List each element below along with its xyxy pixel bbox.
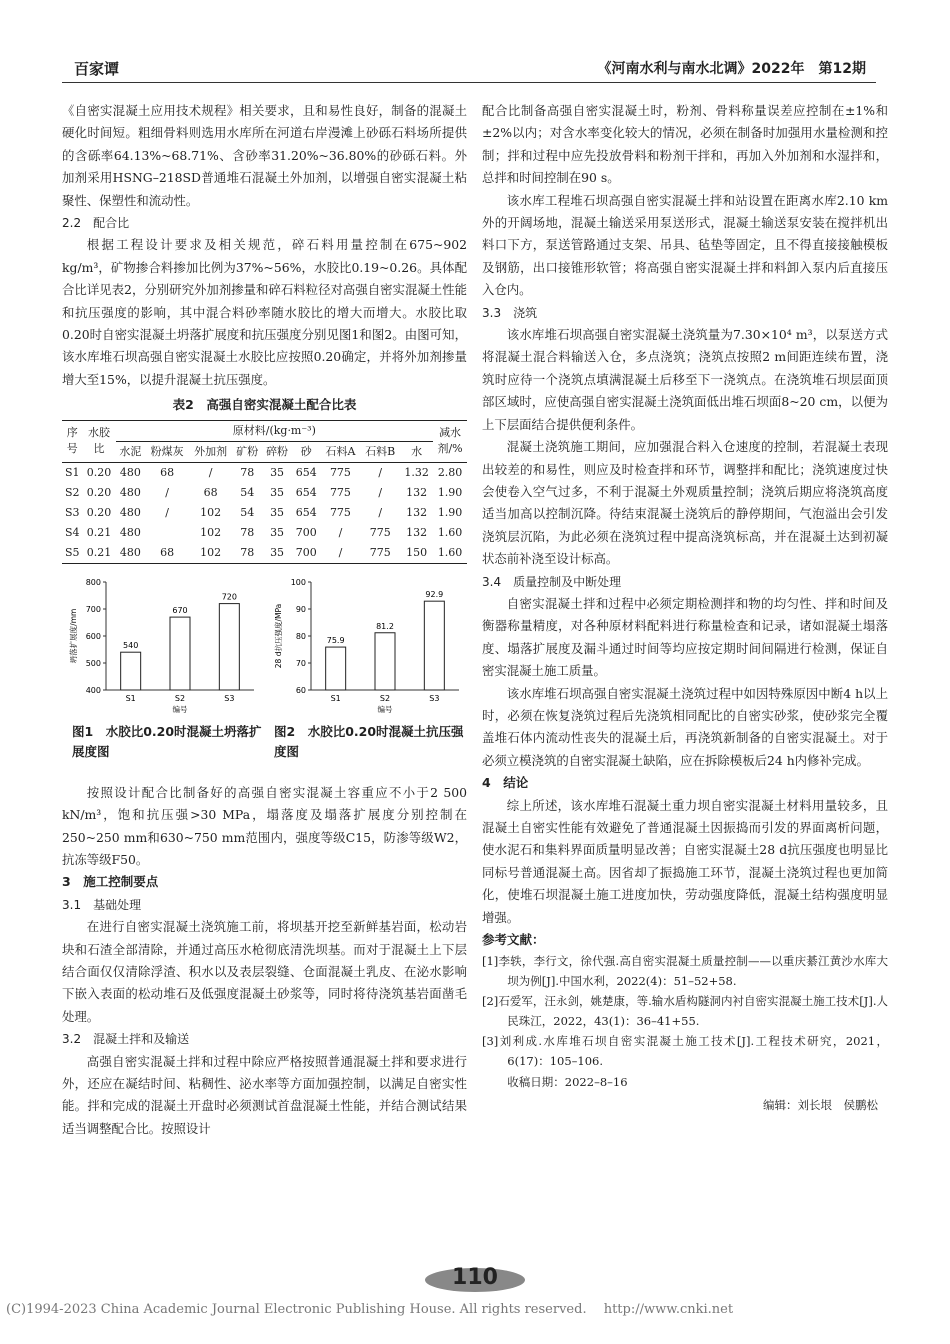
table-cell: 654: [295, 505, 317, 519]
reference-item: [1]李轶，李行文，徐代强.高自密实混凝土质量控制——以重庆綦江黄沙水库大坝为例[J].中国水利，2022(4)：51–52+58.: [482, 954, 888, 989]
x-tick-label: S3: [224, 693, 235, 703]
table-cell: /: [165, 505, 169, 519]
reference-item: [3]刘利成.水库堆石坝自密实混凝土施工技术[J].工程技术研究，2021，6(17)：105–106.: [482, 1034, 888, 1069]
table-cell: 35: [270, 545, 285, 559]
table-cell: S2: [65, 485, 80, 499]
page-number-badge: [425, 1260, 525, 1298]
journal-header: 《河南水利与南水北调》2022年 第12期: [597, 61, 866, 77]
right-column: [482, 100, 888, 1117]
table-cell: [145, 523, 189, 543]
received-date: 收稿日期：2022–8–16: [507, 1075, 628, 1090]
bar-chart-strength: [267, 572, 467, 722]
data-label: 670: [172, 605, 188, 615]
table-cell: 68: [203, 485, 218, 499]
table-cell: 132: [406, 525, 428, 539]
figure-caption: 图1 水胶比0.20时混凝土坍落扩展度图: [72, 723, 262, 759]
data-label: 540: [123, 640, 139, 650]
table-row: [62, 543, 467, 564]
table-cell: /: [338, 525, 343, 539]
table-cell: 132: [406, 505, 428, 519]
table-cell: 132: [406, 485, 428, 499]
references-title: 参考文献：: [482, 932, 545, 948]
table-cell: 480: [119, 505, 141, 519]
table-cell: 0.20: [86, 465, 112, 479]
x-axis-label: 编号: [377, 704, 393, 714]
table-row: [62, 483, 467, 503]
mix-table: [62, 420, 467, 564]
y-tick-label: 80: [295, 631, 306, 641]
table-cell: 775: [369, 525, 391, 539]
editor-line: 编辑：刘长垠 侯鹏松: [763, 1098, 878, 1113]
table-cell: /: [338, 545, 343, 559]
table-cell: 700: [295, 545, 317, 559]
section-heading: 3.1 基础处理: [62, 897, 142, 912]
data-label: 75.9: [326, 635, 345, 645]
bar-s3: [424, 601, 444, 690]
paragraph: 自密实混凝土拌和过程中必须定期检测拌和物的均匀性、拌和时间及衡器称量精度，对各种原材料配料进行称量检查和记录，诸如混凝土塌落度、塌落扩展度及漏斗通过时间等均应按定期时间间隔进行检测，保证自密实混凝土施工质量。: [482, 595, 888, 679]
table-cell: 0.21: [86, 545, 112, 559]
section-heading: 3.3 浇筑: [482, 305, 538, 320]
col-header: 水: [411, 444, 423, 458]
bar-s3: [219, 603, 239, 689]
paragraph: 该水库工程堆石坝高强自密实混凝土拌和站设置在距离水库2.10 km外的开阔场地，混凝土输送采用泵送形式，混凝土输送泵安装在搅拌机出料口下方，泵送管路通过支架、吊具、毡垫等固定，且不得直接接触模板及钢筋，出口接锥形软管；将高强自密实混凝土拌和料卸入泵内后直接压入仓内。: [482, 192, 888, 298]
table-cell: 68: [160, 545, 175, 559]
table-row: [62, 523, 467, 543]
table-cell: 102: [200, 525, 222, 539]
col-header: 序 号: [62, 420, 83, 462]
col-header: 粉煤灰: [150, 444, 184, 458]
y-tick-label: 600: [85, 631, 101, 641]
x-axis-label: 编号: [172, 704, 188, 714]
table-cell: /: [378, 465, 383, 479]
table-cell: 480: [119, 485, 141, 499]
paragraph: 配合比制备高强自密实混凝土时，粉剂、骨料称量误差应控制在±1%和±2%以内；对含水率变化较大的情况，必须在制备时加强用水量检测和控制；拌和过程中应先投放骨料和粉剂干拌和，再加入外加剂和水湿拌和，总拌和时间控制在90 s。: [482, 103, 888, 186]
paragraph: 混凝土浇筑施工期间，应加强混合料入仓速度的控制，若混凝土表现出较差的和易性，则应及时检查拌和环节，调整拌和配比；浇筑速度过快会使卷入空气过多，不利于混凝土外观质量控制；浇筑后期应将浇筑高度适当加高以控制沉降。待结束混凝土浇筑后的静停期间，气泡溢出会引发浇筑层沉陷，为此必须在浇筑过程中提高浇筑标高，并在混凝土达到初凝状态前补浇至设计标高。: [482, 439, 888, 567]
table-cell: 0.21: [86, 525, 112, 539]
y-tick-label: 500: [85, 658, 101, 668]
y-axis-label: 坍落扩展度/mm: [69, 608, 78, 664]
table-cell: S3: [65, 505, 80, 519]
bar-chart-slump: [62, 572, 262, 722]
table-cell: 35: [270, 505, 285, 519]
table-cell: 78: [240, 545, 255, 559]
table-cell: 150: [406, 545, 428, 559]
figure-area: [62, 572, 467, 782]
table-cell: 102: [200, 505, 222, 519]
x-tick-label: S1: [330, 693, 341, 703]
table-cell: 654: [295, 465, 317, 479]
table-cell: 0.20: [86, 485, 112, 499]
table-cell: 1.90: [437, 505, 463, 519]
header-rule: [62, 82, 876, 83]
paragraph: 综上所述，该水库堆石混凝土重力坝自密实混凝土材料用量较多，且混凝土自密实性能有效避免了普通混凝土因振捣而引发的界面离析问题，使水泥石和集料界面质量明显改善；自密实混凝土28 d抗压强度也明显比同标号普通混凝土高。因省却了振捣施工环节，混凝土浇筑过程也更加简化，使堆石坝混凝土施工进度加快，劳动强度降低，混凝土结构强度明显增强。: [482, 797, 888, 925]
page-number: 110: [452, 1265, 498, 1290]
table-cell: 1.60: [437, 525, 463, 539]
col-header: 碎粉: [266, 444, 289, 458]
table-cell: 78: [240, 465, 255, 479]
table-cell: S1: [65, 465, 80, 479]
table-cell: 1.60: [437, 545, 463, 559]
paragraph: 该水库堆石坝高强自密实混凝土浇筑过程中如因特殊原因中断4 h以上时，必须在恢复浇筑过程后先浇筑相同配比的自密实砂浆，使砂浆完全覆盖堆石体内流动性丧失的混凝土后，再浇筑新制备的自密实混凝土。对于必须立模浇筑的自密实混凝土缺陷，应在拆除模板后24 h内修补完成。: [482, 685, 888, 768]
table-title: 表2 高强自密实混凝土配合比表: [172, 397, 357, 413]
table-cell: /: [378, 485, 383, 499]
table-cell: 68: [160, 465, 175, 479]
paragraph: 高强自密实混凝土拌和过程中除应严格按照普通混凝土拌和要求进行外，还应在凝结时间、粘稠性、泌水率等方面加强控制，以满足自密实性能。拌和完成的混凝土开盘时必须测试首盘混凝土性能，并结合测试结果适当调整配合比。按照设计: [62, 1053, 467, 1136]
table-cell: S4: [65, 525, 80, 539]
col-header: 水泥: [119, 444, 142, 458]
table-cell: 102: [200, 545, 222, 559]
col-header: 石料B: [365, 444, 396, 458]
col-header: 外加剂: [194, 444, 228, 458]
table-cell: 2.80: [437, 465, 463, 479]
table-cell: /: [165, 485, 169, 499]
x-tick-label: S3: [429, 693, 440, 703]
y-tick-label: 400: [85, 685, 101, 695]
data-label: 81.2: [376, 621, 394, 631]
table-cell: 480: [119, 465, 141, 479]
table-cell: 35: [270, 465, 285, 479]
table-cell: 35: [270, 525, 285, 539]
section-heading: 3 施工控制要点: [62, 874, 159, 890]
table-cell: 775: [369, 545, 391, 559]
col-header: 减水 剂/%: [433, 420, 467, 462]
col-header: 石料A: [325, 444, 356, 458]
x-tick-label: S2: [174, 693, 186, 703]
col-header: 矿粉: [236, 444, 259, 458]
section-label: 百家谭: [74, 60, 120, 78]
table-cell: 480: [119, 545, 141, 559]
table-cell: 78: [240, 525, 255, 539]
table-cell: 54: [240, 485, 255, 499]
bar-s2: [375, 632, 395, 689]
table-cell: 1.90: [437, 485, 463, 499]
y-tick-label: 70: [295, 658, 306, 668]
table-cell: S5: [65, 545, 80, 559]
col-header: 砂: [300, 444, 312, 458]
left-column: [62, 100, 467, 1140]
section-heading: 3.4 质量控制及中断处理: [482, 574, 622, 589]
table-row: [62, 462, 467, 483]
section-heading: 2.2 配合比: [62, 216, 130, 231]
table-cell: 0.20: [86, 505, 112, 519]
table-cell: /: [378, 505, 383, 519]
y-tick-label: 800: [85, 577, 101, 587]
figure-caption: 图2 水胶比0.20时混凝土抗压强度图: [274, 723, 464, 759]
reference-list: [482, 951, 888, 1071]
y-tick-label: 100: [290, 577, 306, 587]
table-cell: 775: [329, 505, 351, 519]
table-cell: 700: [295, 525, 317, 539]
paragraph: 在进行自密实混凝土浇筑施工前，将坝基开挖至新鲜基岩面，松动岩块和石渣全部清除，并通过高压水枪彻底清洗坝基。而对于混凝土上下层结合面仅仅清除浮渣、积水以及表层裂缝、仓面混凝土乳皮、在泌水影响下嵌入表面的松动堆石及低强度混凝土砂浆等，同时将待浇筑基岩面凿毛处理。: [62, 919, 467, 1024]
y-tick-label: 60: [295, 685, 306, 695]
data-label: 92.9: [425, 589, 444, 599]
table-cell: 1.32: [404, 465, 429, 479]
table-cell: 775: [329, 485, 351, 499]
table-cell: /: [208, 465, 213, 479]
y-tick-label: 90: [295, 604, 306, 614]
bar-s1: [326, 647, 346, 690]
reference-item: [2]石爱军，汪永剑，姚楚康，等.输水盾构隧洞内衬自密实混凝土施工技术[J].人民珠江，2022，43(1)：36–41+55.: [482, 994, 888, 1029]
table-row: [62, 503, 467, 523]
bar-s1: [121, 652, 141, 690]
copyright-line: (C)1994-2023 China Academic Journal Electronic Publishing House. All rights reserved. http://www.cnki.net: [6, 1302, 734, 1317]
table-cell: 654: [295, 485, 317, 499]
y-axis-label: 28 d抗压强度/MPa: [274, 603, 283, 668]
y-tick-label: 700: [85, 604, 101, 614]
table-cell: 54: [240, 505, 255, 519]
paragraph: 按照设计配合比制备好的高强自密实混凝土容重应不小于2 500 kN/m³，饱和抗压强>30 MPa，塌落度及塌落扩展度分别控制在250~250 mm和630~750 mm范围内，强度等级C15，防渗等级W2，抗冻等级F50。: [62, 784, 467, 867]
table-cell: 35: [270, 485, 285, 499]
section-heading: 4 结论: [482, 775, 529, 791]
col-group-header: 原材料/(kg·m⁻³): [116, 420, 434, 441]
section-heading: 3.2 混凝土拌和及输送: [62, 1032, 190, 1047]
x-tick-label: S1: [125, 693, 136, 703]
paragraph: 根据工程设计要求及相关规范，碎石料用量控制在675~902 kg/m³，矿物掺合料掺加比例为37%~56%，水胶比0.19~0.26。具体配合比详见表2，分别研究外加剂掺量和碎石料粒径对高强自密实混凝土性能和抗压强度的影响，其中混合料砂率随水胶比的增大而增大。水胶比取0.20时自密实混凝土坍落扩展度和抗压强度分别见图1和图2。由图可知，该水库堆石坝高强自密实混凝土水胶比应按照0.20确定，并将外加剂掺量增大至15%，以提升混凝土抗压强度。: [62, 237, 467, 387]
paragraph: 《自密实混凝土应用技术规程》相关要求，且和易性良好，制备的混凝土硬化时间短。粗细骨料则选用水库所在河道右岸漫滩上砂砾石料场所提供的含砾率64.13%~68.71%、含砂率31.20%~36.80%的砂砾石料。外加剂采用HSNG–218SD普通堆石混凝土外加剂，以增强自密实混凝土粘聚性、保塑性和流动性。: [62, 103, 467, 208]
data-label: 720: [221, 592, 237, 602]
x-tick-label: S2: [379, 693, 391, 703]
bar-s2: [170, 617, 190, 690]
col-header: 水胶 比: [83, 420, 116, 462]
table-cell: 480: [119, 525, 141, 539]
paragraph: 该水库堆石坝高强自密实混凝土浇筑量为7.30×10⁴ m³，以泵送方式将混凝土混合料输送入仓，多点浇筑；浇筑点按照2 m间距连续布置，浇筑时应待一个浇筑点填满混凝土后移至下一浇筑点。在浇筑堆石坝层面顶部区域时，应使高强自密实混凝土浇筑面低出堆石坝面8~20 cm，以便为上下层面结合提供便利条件。: [482, 327, 888, 432]
table-cell: 775: [329, 465, 351, 479]
